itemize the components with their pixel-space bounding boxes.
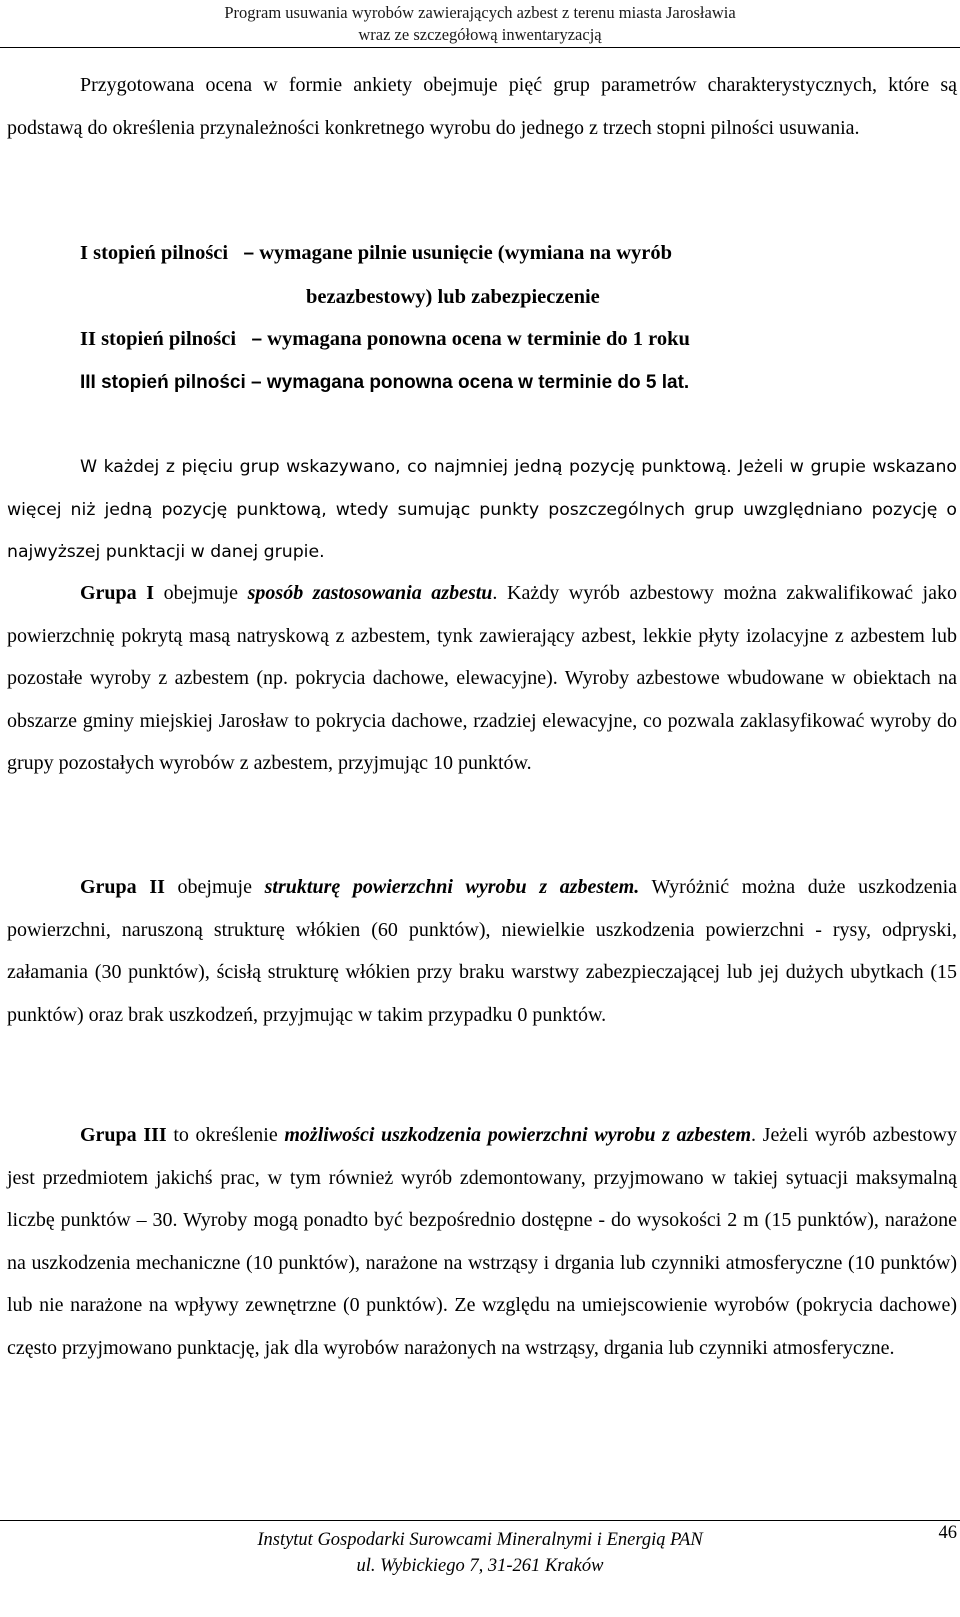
urgency-levels-list	[80, 232, 940, 404]
urgency-level-3: III stopień pilności – wymagana ponowna ocena w terminie do 5 lat.	[80, 371, 690, 393]
group-1-topic: sposób zastosowania azbestu	[247, 582, 493, 604]
group-3-topic: możliwości uszkodzenia powierzchni wyrobu z azbestem	[284, 1124, 752, 1146]
group-2-label: Grupa II	[80, 876, 165, 898]
footer-line-2: ul. Wybickiego 7, 31-261 Kraków	[356, 1556, 604, 1576]
page-number: 46	[938, 1523, 957, 1543]
group-3-label: Grupa III	[80, 1124, 167, 1146]
group-2-topic: strukturę powierzchni wyrobu z azbestem.	[264, 876, 640, 898]
running-header	[0, 2, 960, 46]
urgency-level-1-continuation: bezazbestowy) lub zabezpieczenie	[306, 285, 600, 308]
header-rule	[0, 47, 960, 48]
header-line-2: wraz ze szczegółową inwentaryzacją	[358, 25, 602, 44]
urgency-level-1: I stopień pilności – wymagane pilnie usunięcie (wymiana na wyrób	[80, 242, 673, 264]
group-1-label: Grupa I	[80, 582, 155, 604]
scoring-paragraph: W każdej z pięciu grup wskazywano, co najmniej jedną pozycję punktową. Jeżeli w grupie wskazano więcej niż jedną pozycję punktową, wtedy sumując punkty poszczególnych grup uwzględniano pozycję o najwyższej punktacji w danej grupie.	[7, 457, 957, 563]
footer-line-1: Instytut Gospodarki Surowcami Mineralnymi i Energią PAN	[257, 1530, 703, 1550]
group-3-paragraph: Grupa III to określenie możliwości uszkodzenia powierzchni wyrobu z azbestem. Jeżeli wyrób azbestowy jest przedmiotem jakichś prac, w tym również wyrób zdemontowany, przyjmowano w takiej sytuacji maksymalną liczbę punktów – 30. Wyroby mogą ponadto być bezpośrednio dostępne - do wysokości 2 m (15 punktów), narażone na uszkodzenia mechaniczne (10 punktów), narażone na wstrząsy i drgania lub czynniki atmosferyczne (10 punktów) lub nie narażone na wpływy zewnętrzne (0 punktów). Ze względu na umiejscowienie wyrobów (pokrycia dachowe) często przyjmowano punktację, jak dla wyrobów narażonych na wstrząsy, drgania lub czynniki atmosferyczne.	[7, 1124, 958, 1359]
footer-rule	[0, 1520, 960, 1521]
group-2-paragraph: Grupa II obejmuje strukturę powierzchni wyrobu z azbestem. Wyróżnić można duże uszkodzenia powierzchni, naruszoną strukturę włókien (60 punktów), niewielkie uszkodzenia powierzchni - rysy, odpryski, załamania (30 punktów), ścisłą strukturę włókien przy braku warstwy zabezpieczającej lub jej dużych ubytkach (15 punktów) oraz brak uszkodzeń, przyjmując w takim przypadku 0 punktów.	[7, 876, 958, 1026]
intro-paragraph: Przygotowana ocena w formie ankiety obejmuje pięć grup parametrów charakterystycznych, które są podstawą do określenia przynależności konkretnego wyrobu do jednego z trzech stopni pilności usuwania.	[7, 74, 957, 139]
header-line-1: Program usuwania wyrobów zawierających azbest z terenu miasta Jarosławia	[224, 3, 736, 22]
group-1-paragraph: Grupa I obejmuje sposób zastosowania azbestu. Każdy wyrób azbestowy można zakwalifikować jako powierzchnię pokrytą masą natryskową z azbestem, tynk zawierający azbest, lekkie płyty izolacyjne z azbestem lub pozostałe wyroby z azbestem (np. pokrycia dachowe, elewacyjne). Wyroby azbestowe wbudowane w obiektach na obszarze gminy miejskiej Jarosław to pokrycia dachowe, rzadziej elewacyjne, co pozwala zaklasyfikować wyroby do grupy pozostałych wyrobów z azbestem, przyjmując 10 punktów.	[7, 582, 957, 775]
running-footer	[0, 1527, 960, 1579]
urgency-level-2: II stopień pilności – wymagana ponowna ocena w terminie do 1 roku	[80, 328, 690, 351]
